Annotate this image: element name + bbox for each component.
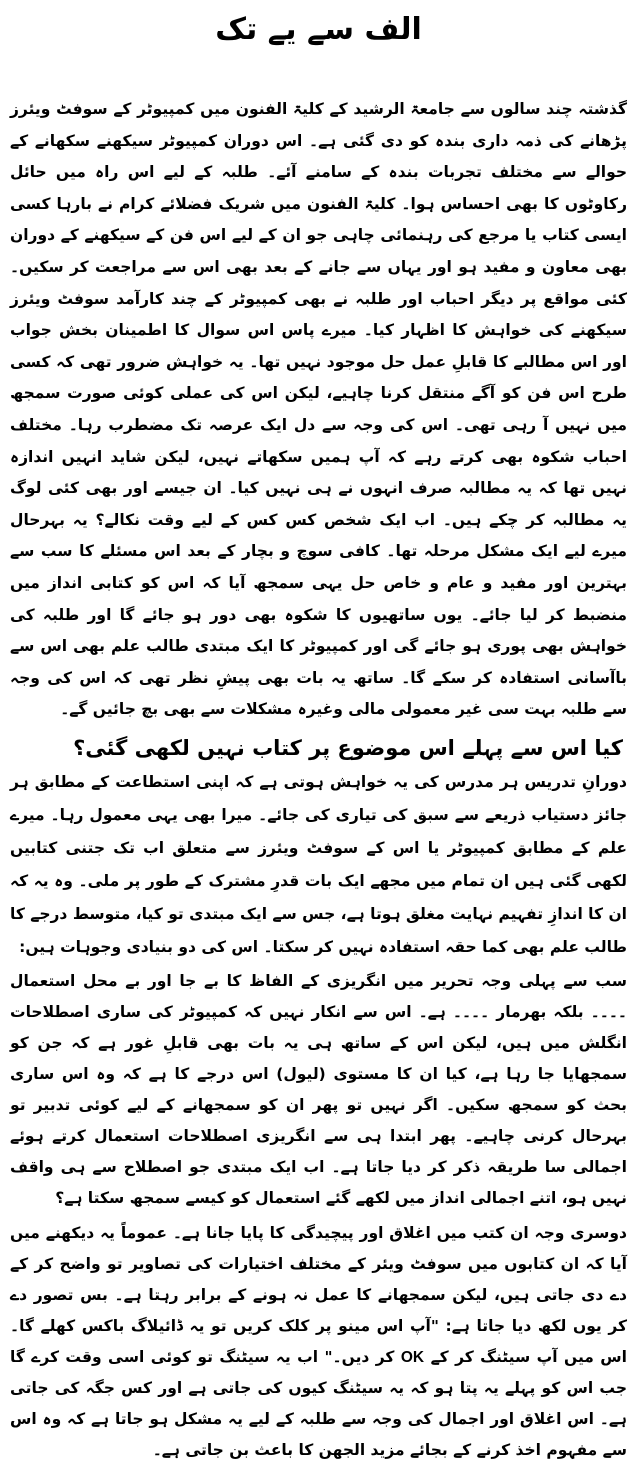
page-title: الف سے یے تک — [215, 12, 422, 47]
section-heading: کیا اس سے پہلے اس موضوع پر کتاب نہیں لکھی گئی؟ — [73, 735, 623, 760]
paragraph-second-reason — [10, 1218, 627, 1466]
ok-term: OK — [400, 1348, 425, 1366]
intro-paragraph: گذشتہ چند سالوں سے جامعۃ الرشید کے کلیۃ الفنون میں کمپیوٹر کے سوفٹ ویئرز پڑھانے کی ذمہ داری بندہ کو دی گئی ہے۔ اس دوران کمپیوٹر سیکھنے سکھانے کے حوالے سے مختلف تجربات بندہ کے سامنے آئے۔ طلبہ کے لیے اس راہ میں حائل رکاوٹوں کا بھی احساس ہوا۔ کلیۃ الفنون میں شریک فضلائے کرام نے بارہا کسی ایسی کتاب یا مرجع کی رہنمائی چاہی جو ان کے لیے اس فن کے سیکھنے کے دوران بھی معاون و مفید ہو اور یہاں سے جانے کے بعد بھی اس سے مراجعت کر سکیں۔ کئی مواقع پر دیگر احباب اور طلبہ نے بھی کمپیوٹر کے چند کارآمد سوفٹ ویئرز سیکھنے کی خواہش کا اظہار کیا۔ میرے پاس اس سوال کا اطمینان بخش جواب اور اس مطالبے کا قابلِ عمل حل موجود نہیں تھا۔ یہ خواہش ضرور تھی کہ کسی طرح اس فن کو آگے منتقل کرنا چاہیے، لیکن اس کی عملی کوئی صورت سمجھ میں نہیں آ رہی تھی۔ اس کی وجہ سے دل ایک عرصہ تک مضطرب رہا۔ مختلف احباب شکوہ بھی کرتے رہے کہ آپ ہمیں سکھاتے نہیں، لیکن شاید انہیں اندازہ نہیں تھا کہ یہ مطالبہ صرف انہوں نے ہی نہیں کیا۔ ان جیسے اور بھی کئی لوگ یہ مطالبہ کر چکے ہیں۔ اب ایک شخص کس کس کے لیے وقت نکالے؟ یہ بہرحال میرے لیے ایک مشکل مرحلہ تھا۔ کافی سوچ و بچار کے بعد اس مسئلے کا سب سے بہترین اور مفید و عام و خاص حل یہی سمجھ آیا کہ اس کو کتابی انداز میں منضبط کر لیا جائے۔ یوں ساتھیوں کا شکوہ بھی دور ہو جائے گا اور طلبہ کی خواہش بھی پوری ہو جائے گی اور کمپیوٹر کا ایک مبتدی طالب علم بھی اس سے باآسانی استفادہ کر سکے گا۔ ساتھ یہ بات بھی پیشِ نظر تھی کہ اس کی وجہ سے طلبہ بہت سی غیر معمولی مالی وغیرہ مشکلات سے بھی بچ جائیں گے۔ — [10, 100, 627, 719]
paragraph-tadrees: دورانِ تدریس ہر مدرس کی یہ خواہش ہوتی ہے کہ اپنی استطاعت کے مطابق ہر جائز دستیاب ذریعے سے سبق کی تیاری کی جائے۔ میرا بھی یہی معمول رہا۔ میرے علم کے مطابق کمپیوٹر یا اس کے سوفٹ ویئرز سے متعلق اب تک جتنی کتابیں لکھی گئی ہیں ان تمام میں مجھے ایک بات قدرِ مشترک کے طور پر ملی۔ وہ یہ کہ ان کا اندازِ تفہیم نہایت مغلق ہوتا ہے، جس سے ایک مبتدی تو کیا، متوسط درجے کا طالب علم بھی کما حقہ استفادہ نہیں کر سکتا۔ اس کی دو بنیادی وجوہات ہیں: — [10, 772, 627, 956]
paragraph-second-reason-part1: دوسری وجہ ان کتب میں اغلاق اور پیچیدگی کا پایا جانا ہے۔ عموماً یہ دیکھنے میں آیا کہ ان کتابوں میں سوفٹ ویئر کے مختلف اختیارات کی تصاویر تو واضح کر کے دے دی جاتی ہیں، لیکن سمجھانے کا عمل نہ ہونے کے برابر رہتا ہے۔ بس تصور دے کر یوں لکھ دیا جاتا ہے: "آپ اس مینو پر کلک کریں تو یہ ڈائیلاگ باکس کھلے گا۔ اس میں آپ سیٹنگ کر کے — [10, 1223, 627, 1366]
paragraph-first-reason: سب سے پہلی وجہ تحریر میں انگریزی کے الفاظ کا بے جا اور بے محل استعمال ۔۔۔۔ بلکہ بھرمار ۔۔۔۔ ہے۔ اس سے انکار نہیں کہ کمپیوٹر کی ساری اصطلاحات انگلش میں ہیں، لیکن اس کے ساتھ ہی یہ بات بھی قابلِ غور ہے کہ جن کو سمجھایا جا رہا ہے، کیا ان کا مستوی (لیول) اس درجے کا ہے کہ وہ اس ساری بحث کو سمجھ سکیں۔ اگر نہیں تو پھر ان کو سمجھانے کے لیے کوئی تدبیر تو بہرحال کرنی چاہیے۔ پھر ابتدا ہی سے انگریزی اصطلاحات استعمال کرتے ہوئے اجمالی سا طریقہ ذکر کر دیا جاتا ہے۔ اب ایک مبتدی جو اصطلاح سے ہی واقف نہیں ہو، اتنے اجمالی انداز میں لکھے گئے استعمال کو کیسے سمجھ سکتا ہے؟ — [10, 971, 627, 1207]
paragraph-second-reason-part2: کر دیں۔" اب یہ سیٹنگ تو کوئی اسی وقت کرے گا جب اس کو پہلے یہ پتا ہو کہ یہ سیٹنگ کیوں کی جاتی ہے اور کس جگہ کی جاتی ہے۔ اس اغلاق اور اجمال کی وجہ سے طلبہ کے لیے یہ مشکل ہو جاتا ہے کہ وہ اس سے مفہوم اخذ کرنے کے بجائے مزید الجھن کا باعث بن جاتی ہے۔ — [10, 1347, 627, 1459]
